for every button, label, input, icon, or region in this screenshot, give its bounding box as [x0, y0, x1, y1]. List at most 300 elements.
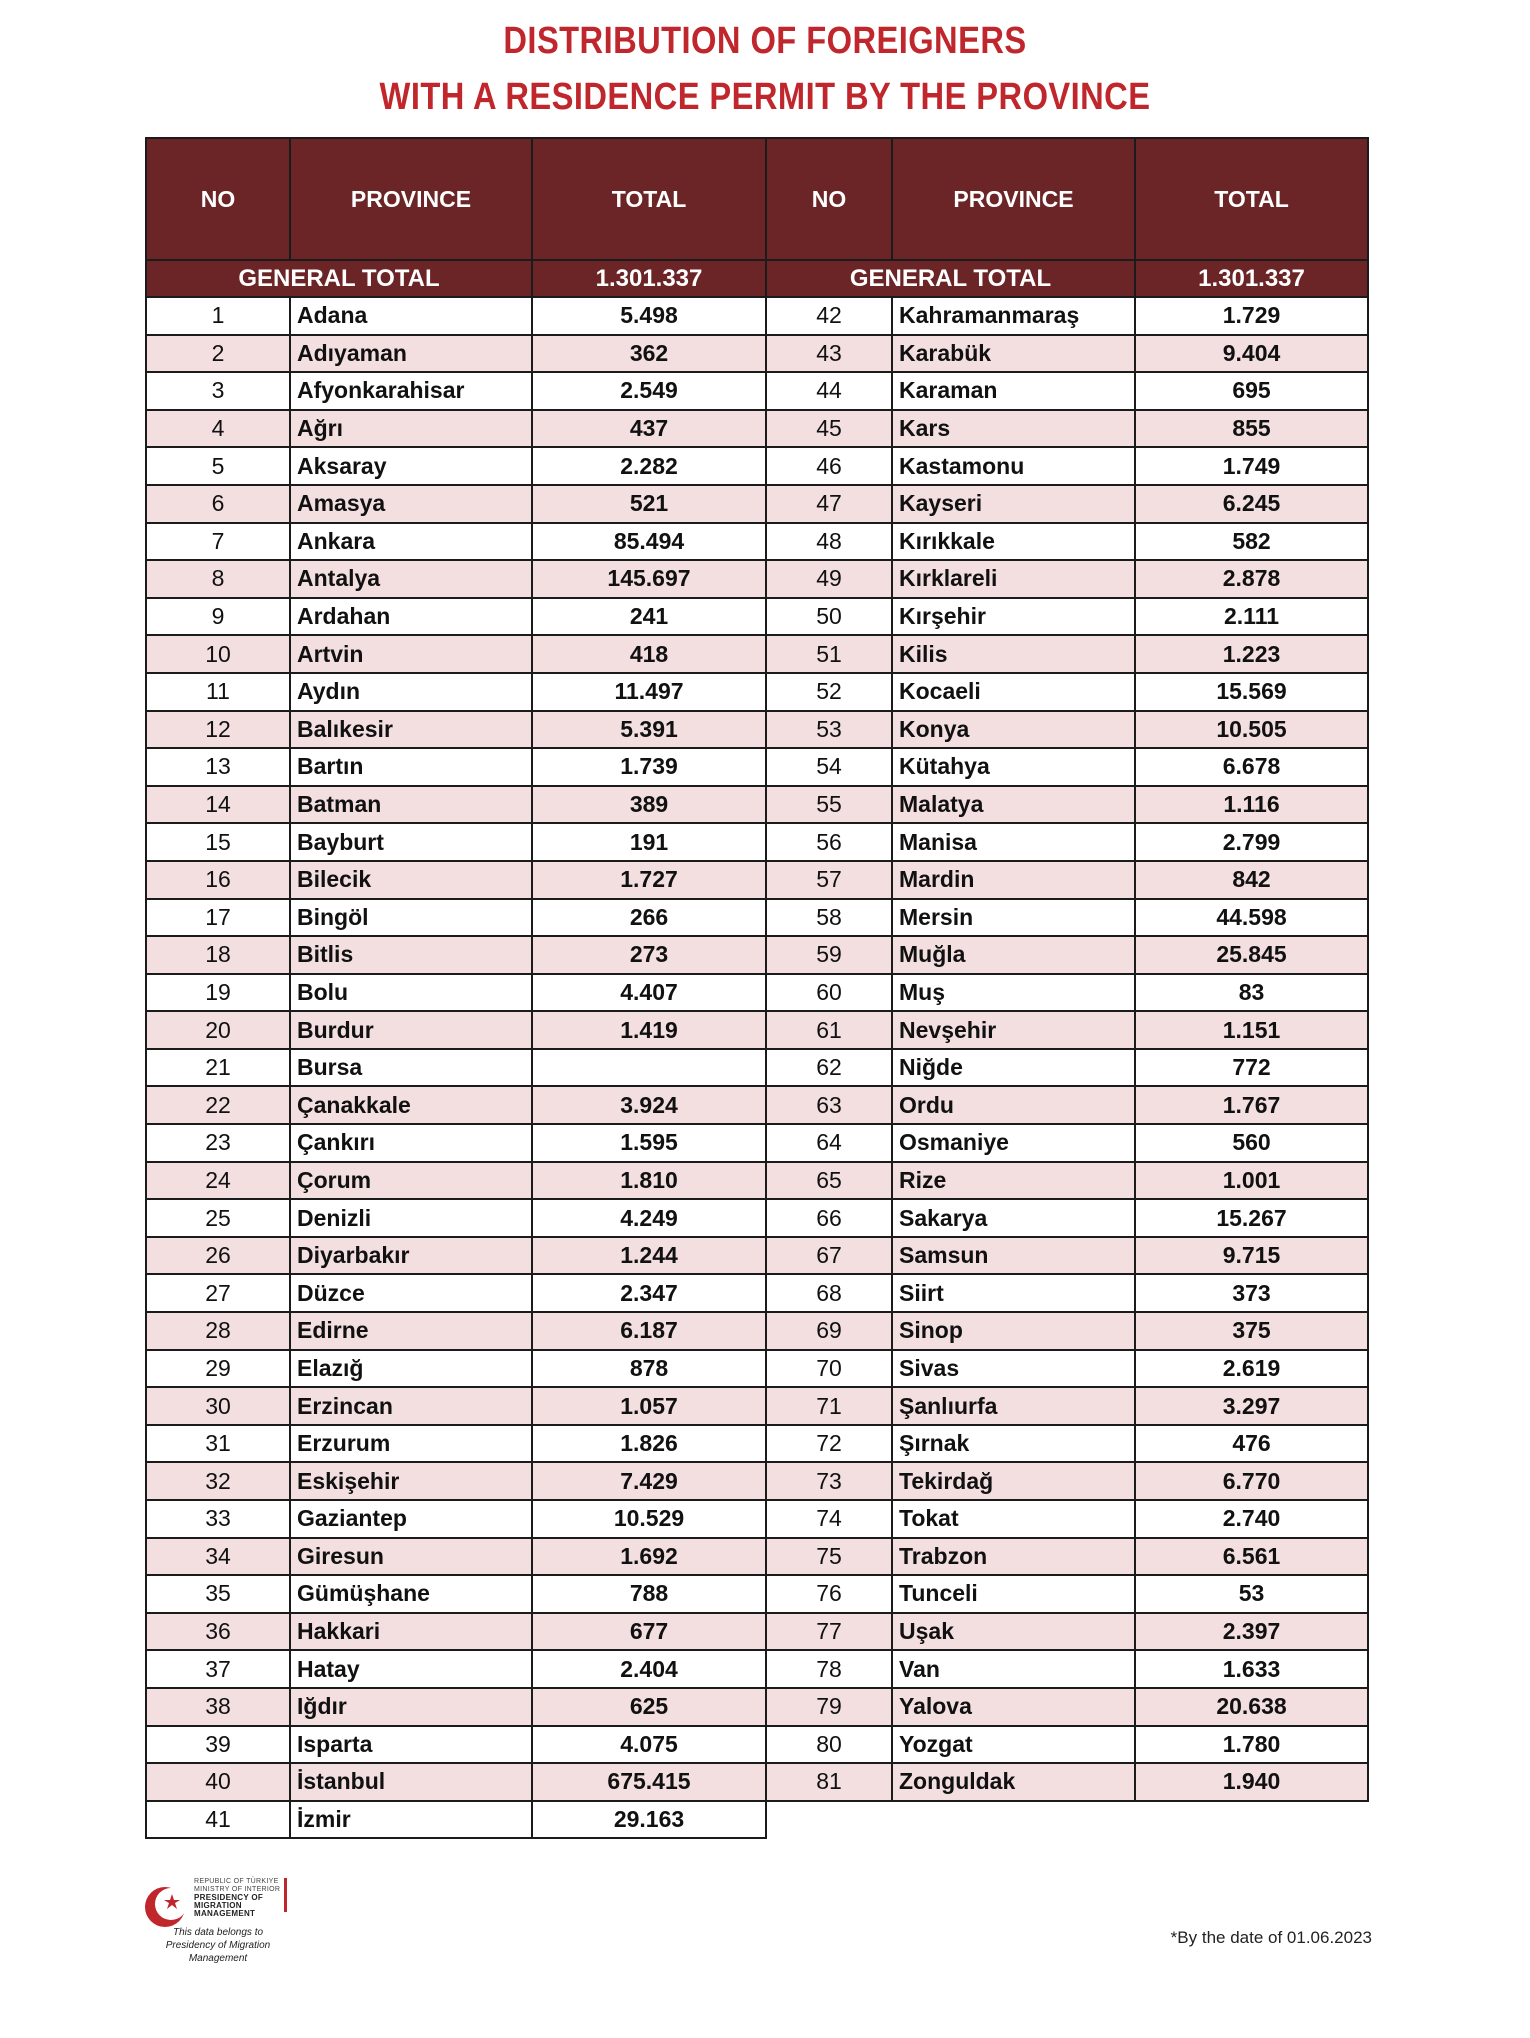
- row-province: Karaman: [892, 372, 1135, 410]
- row-no: 4: [146, 410, 290, 448]
- row-no: 49: [766, 560, 892, 598]
- row-no: 7: [146, 523, 290, 561]
- row-province: Yozgat: [892, 1726, 1135, 1764]
- row-province: Bilecik: [290, 861, 532, 899]
- table-row: [146, 1199, 766, 1237]
- table-row: [146, 1312, 766, 1350]
- table-row: [766, 1350, 1368, 1388]
- table-row: [146, 899, 766, 937]
- row-no: 61: [766, 1011, 892, 1049]
- row-no: 33: [146, 1500, 290, 1538]
- table-row: [766, 1688, 1368, 1726]
- row-total: 878: [532, 1350, 766, 1388]
- row-province: Hakkari: [290, 1613, 532, 1651]
- row-province: Ordu: [892, 1086, 1135, 1124]
- row-province: Isparta: [290, 1726, 532, 1764]
- row-total: 6.678: [1135, 748, 1368, 786]
- table-row: [146, 823, 766, 861]
- table-row: [146, 1162, 766, 1200]
- row-no: 16: [146, 861, 290, 899]
- row-total: 521: [532, 485, 766, 523]
- row-no: 39: [146, 1726, 290, 1764]
- row-province: Erzincan: [290, 1387, 532, 1425]
- row-total: 9.715: [1135, 1237, 1368, 1275]
- table-row: [146, 1462, 766, 1500]
- row-total: 437: [532, 410, 766, 448]
- row-total: 1.940: [1135, 1763, 1368, 1801]
- table-row: [766, 598, 1368, 636]
- row-province: Hatay: [290, 1650, 532, 1688]
- row-total: 2.799: [1135, 823, 1368, 861]
- row-no: 42: [766, 297, 892, 335]
- row-no: 62: [766, 1049, 892, 1087]
- table-row: [146, 974, 766, 1012]
- table-row: [766, 786, 1368, 824]
- row-province: Ardahan: [290, 598, 532, 636]
- table-row: [146, 673, 766, 711]
- row-total: 241: [532, 598, 766, 636]
- table-row: [766, 673, 1368, 711]
- row-no: 43: [766, 335, 892, 373]
- row-total: 1.633: [1135, 1650, 1368, 1688]
- table-row: [146, 485, 766, 523]
- row-no: 27: [146, 1274, 290, 1312]
- row-no: 63: [766, 1086, 892, 1124]
- row-total: 1.116: [1135, 786, 1368, 824]
- crescent-star-icon: [142, 1884, 188, 1930]
- row-no: 28: [146, 1312, 290, 1350]
- row-no: 22: [146, 1086, 290, 1124]
- row-province: Iğdır: [290, 1688, 532, 1726]
- row-province: Kahramanmaraş: [892, 297, 1135, 335]
- row-province: Çanakkale: [290, 1086, 532, 1124]
- row-no: 76: [766, 1575, 892, 1613]
- row-total: 1.749: [1135, 447, 1368, 485]
- row-no: 73: [766, 1462, 892, 1500]
- table-row: [766, 297, 1368, 335]
- row-total: 1.151: [1135, 1011, 1368, 1049]
- row-no: 48: [766, 523, 892, 561]
- row-no: 25: [146, 1199, 290, 1237]
- row-total: 11.497: [532, 673, 766, 711]
- logo-divider: [284, 1878, 287, 1912]
- row-no: 71: [766, 1387, 892, 1425]
- row-province: İstanbul: [290, 1763, 532, 1801]
- row-total: 5.498: [532, 297, 766, 335]
- logo-line-1: REPUBLIC OF TÜRKIYE: [194, 1878, 279, 1885]
- row-province: Çankırı: [290, 1124, 532, 1162]
- row-province: Bitlis: [290, 936, 532, 974]
- row-province: Bingöl: [290, 899, 532, 937]
- row-province: Mersin: [892, 899, 1135, 937]
- row-no: 69: [766, 1312, 892, 1350]
- row-no: 60: [766, 974, 892, 1012]
- table-row: [766, 1613, 1368, 1651]
- row-total: 842: [1135, 861, 1368, 899]
- row-province: Kocaeli: [892, 673, 1135, 711]
- row-total: 375: [1135, 1312, 1368, 1350]
- header-province: PROVINCE: [892, 138, 1135, 260]
- row-total: 1.810: [532, 1162, 766, 1200]
- row-province: Rize: [892, 1162, 1135, 1200]
- row-province: Kırıkkale: [892, 523, 1135, 561]
- table-row: [766, 1650, 1368, 1688]
- row-no: 34: [146, 1538, 290, 1576]
- table-row: [766, 1387, 1368, 1425]
- row-province: Diyarbakır: [290, 1237, 532, 1275]
- row-total: 29.163: [532, 1801, 766, 1839]
- row-province: Mardin: [892, 861, 1135, 899]
- date-footnote: *By the date of 01.06.2023: [1170, 1928, 1372, 1947]
- row-province: Balıkesir: [290, 711, 532, 749]
- row-province: Şırnak: [892, 1425, 1135, 1463]
- row-province: Giresun: [290, 1538, 532, 1576]
- row-total: 2.404: [532, 1650, 766, 1688]
- table-row: [766, 936, 1368, 974]
- table-row: [146, 560, 766, 598]
- table-row: [766, 560, 1368, 598]
- table-row: [146, 335, 766, 373]
- logo-line-2: MINISTRY OF INTERIOR: [194, 1886, 281, 1893]
- table-row: [146, 1086, 766, 1124]
- row-no: 53: [766, 711, 892, 749]
- row-province: İzmir: [290, 1801, 532, 1839]
- table-row: [766, 974, 1368, 1012]
- table-row: [766, 1237, 1368, 1275]
- row-province: Kayseri: [892, 485, 1135, 523]
- row-no: 57: [766, 861, 892, 899]
- table-row: [766, 485, 1368, 523]
- row-province: Bartın: [290, 748, 532, 786]
- page-title-line-1: DISTRIBUTION OF FOREIGNERS: [503, 20, 1027, 62]
- table-row: [146, 447, 766, 485]
- table-row: [766, 1011, 1368, 1049]
- row-total: 6.187: [532, 1312, 766, 1350]
- row-no: 74: [766, 1500, 892, 1538]
- row-no: 19: [146, 974, 290, 1012]
- row-province: Kütahya: [892, 748, 1135, 786]
- row-no: 64: [766, 1124, 892, 1162]
- row-total: 2.549: [532, 372, 766, 410]
- row-province: Adana: [290, 297, 532, 335]
- row-total: 625: [532, 1688, 766, 1726]
- table-row: [146, 1350, 766, 1388]
- table-row: [146, 1274, 766, 1312]
- row-province: Muş: [892, 974, 1135, 1012]
- row-province: Nevşehir: [892, 1011, 1135, 1049]
- row-total: 1.595: [532, 1124, 766, 1162]
- row-no: 46: [766, 447, 892, 485]
- row-no: 6: [146, 485, 290, 523]
- row-province: Manisa: [892, 823, 1135, 861]
- row-total: 4.075: [532, 1726, 766, 1764]
- row-total: 20.638: [1135, 1688, 1368, 1726]
- general-total-row: [766, 260, 1368, 297]
- row-total: 2.619: [1135, 1350, 1368, 1388]
- row-no: 40: [146, 1763, 290, 1801]
- row-total: 788: [532, 1575, 766, 1613]
- table-row: [146, 598, 766, 636]
- row-total: 25.845: [1135, 936, 1368, 974]
- row-province: Trabzon: [892, 1538, 1135, 1576]
- row-total: 9.404: [1135, 335, 1368, 373]
- row-province: Adıyaman: [290, 335, 532, 373]
- row-total: 15.569: [1135, 673, 1368, 711]
- table-row: [766, 1726, 1368, 1764]
- row-total: 675.415: [532, 1763, 766, 1801]
- table-row: [146, 1650, 766, 1688]
- row-total: 15.267: [1135, 1199, 1368, 1237]
- table-row: [146, 786, 766, 824]
- row-total: 6.245: [1135, 485, 1368, 523]
- row-total: 7.429: [532, 1462, 766, 1500]
- table-row: [146, 1763, 766, 1801]
- row-no: 68: [766, 1274, 892, 1312]
- row-total: 1.057: [532, 1387, 766, 1425]
- table-row: [146, 1425, 766, 1463]
- table-row: [146, 635, 766, 673]
- table-row: [146, 1124, 766, 1162]
- table-row: [766, 1199, 1368, 1237]
- row-province: Kastamonu: [892, 447, 1135, 485]
- logo-line-4: MIGRATION MANAGEMENT: [194, 1901, 256, 1918]
- row-province: Aydın: [290, 673, 532, 711]
- table-row: [146, 1011, 766, 1049]
- row-no: 67: [766, 1237, 892, 1275]
- row-no: 2: [146, 335, 290, 373]
- row-total: 44.598: [1135, 899, 1368, 937]
- row-total: 6.770: [1135, 1462, 1368, 1500]
- row-province: Sivas: [892, 1350, 1135, 1388]
- row-total: 191: [532, 823, 766, 861]
- general-total-label: GENERAL TOTAL: [146, 260, 532, 297]
- row-no: 18: [146, 936, 290, 974]
- row-province: Muğla: [892, 936, 1135, 974]
- table-row: [766, 410, 1368, 448]
- row-no: 17: [146, 899, 290, 937]
- row-province: Afyonkarahisar: [290, 372, 532, 410]
- row-province: Tunceli: [892, 1575, 1135, 1613]
- row-province: Kırklareli: [892, 560, 1135, 598]
- table-row: [146, 410, 766, 448]
- row-province: Aksaray: [290, 447, 532, 485]
- row-no: 41: [146, 1801, 290, 1839]
- table-row: [146, 1387, 766, 1425]
- table-row: [146, 748, 766, 786]
- row-no: 14: [146, 786, 290, 824]
- row-province: Edirne: [290, 1312, 532, 1350]
- row-province: Kars: [892, 410, 1135, 448]
- header-no: NO: [766, 138, 892, 260]
- row-no: 38: [146, 1688, 290, 1726]
- row-total: 10.529: [532, 1500, 766, 1538]
- table-row: [766, 899, 1368, 937]
- row-total: 389: [532, 786, 766, 824]
- table-row: [146, 372, 766, 410]
- row-total: 855: [1135, 410, 1368, 448]
- table-row: [766, 711, 1368, 749]
- row-province: Ağrı: [290, 410, 532, 448]
- row-no: 1: [146, 297, 290, 335]
- row-total: 476: [1135, 1425, 1368, 1463]
- row-total: 1.739: [532, 748, 766, 786]
- logo-line-3: PRESIDENCY OF: [194, 1893, 264, 1902]
- row-no: 79: [766, 1688, 892, 1726]
- row-total: 1.780: [1135, 1726, 1368, 1764]
- row-total: 266: [532, 899, 766, 937]
- table-row: [766, 1763, 1368, 1801]
- general-total-value: 1.301.337: [532, 260, 766, 297]
- row-province: Yalova: [892, 1688, 1135, 1726]
- migration-management-logo: [138, 1878, 298, 1964]
- row-province: Artvin: [290, 635, 532, 673]
- row-no: 20: [146, 1011, 290, 1049]
- row-total: [532, 1049, 766, 1087]
- row-province: Kırşehir: [892, 598, 1135, 636]
- row-total: 373: [1135, 1274, 1368, 1312]
- row-no: 75: [766, 1538, 892, 1576]
- row-province: Sakarya: [892, 1199, 1135, 1237]
- table-row: [766, 335, 1368, 373]
- row-province: Elazığ: [290, 1350, 532, 1388]
- table-row: [766, 372, 1368, 410]
- table-row: [766, 1274, 1368, 1312]
- row-total: 1.692: [532, 1538, 766, 1576]
- general-total-row: [146, 260, 766, 297]
- row-total: 362: [532, 335, 766, 373]
- row-province: Gümüşhane: [290, 1575, 532, 1613]
- province-table-right: [765, 137, 1369, 1802]
- row-total: 1.001: [1135, 1162, 1368, 1200]
- row-no: 45: [766, 410, 892, 448]
- row-total: 1.826: [532, 1425, 766, 1463]
- table-row: [146, 1500, 766, 1538]
- header-total: TOTAL: [1135, 138, 1368, 260]
- row-total: 2.397: [1135, 1613, 1368, 1651]
- row-no: 12: [146, 711, 290, 749]
- row-province: Amasya: [290, 485, 532, 523]
- row-province: Eskişehir: [290, 1462, 532, 1500]
- row-no: 50: [766, 598, 892, 636]
- row-no: 72: [766, 1425, 892, 1463]
- row-no: 81: [766, 1763, 892, 1801]
- row-no: 51: [766, 635, 892, 673]
- row-total: 2.111: [1135, 598, 1368, 636]
- row-province: Osmaniye: [892, 1124, 1135, 1162]
- row-total: 53: [1135, 1575, 1368, 1613]
- row-total: 3.924: [532, 1086, 766, 1124]
- row-province: Karabük: [892, 335, 1135, 373]
- page-title-line-2: WITH A RESIDENCE PERMIT BY THE PROVINCE: [379, 76, 1151, 118]
- row-total: 5.391: [532, 711, 766, 749]
- table-row: [766, 1500, 1368, 1538]
- row-province: Malatya: [892, 786, 1135, 824]
- row-province: Antalya: [290, 560, 532, 598]
- table-row: [146, 1801, 766, 1839]
- row-no: 55: [766, 786, 892, 824]
- row-no: 13: [146, 748, 290, 786]
- table-row: [766, 1086, 1368, 1124]
- table-row: [766, 861, 1368, 899]
- table-row: [146, 1726, 766, 1764]
- table-row: [146, 1237, 766, 1275]
- logo-org-text: [194, 1878, 298, 1918]
- row-province: Düzce: [290, 1274, 532, 1312]
- table-row: [146, 1538, 766, 1576]
- row-no: 52: [766, 673, 892, 711]
- row-no: 35: [146, 1575, 290, 1613]
- row-total: 1.223: [1135, 635, 1368, 673]
- table-row: [766, 1425, 1368, 1463]
- row-total: 418: [532, 635, 766, 673]
- table-row: [146, 1613, 766, 1651]
- row-no: 80: [766, 1726, 892, 1764]
- row-total: 2.282: [532, 447, 766, 485]
- row-province: Kilis: [892, 635, 1135, 673]
- row-province: Bursa: [290, 1049, 532, 1087]
- table-row: [146, 936, 766, 974]
- row-no: 9: [146, 598, 290, 636]
- table-row: [146, 861, 766, 899]
- row-no: 36: [146, 1613, 290, 1651]
- table-row: [766, 823, 1368, 861]
- row-no: 37: [146, 1650, 290, 1688]
- row-total: 83: [1135, 974, 1368, 1012]
- row-total: 2.740: [1135, 1500, 1368, 1538]
- row-no: 56: [766, 823, 892, 861]
- row-total: 273: [532, 936, 766, 974]
- logo-note-line-1: This data belongs to: [172, 1927, 264, 1938]
- row-province: Çorum: [290, 1162, 532, 1200]
- row-province: Şanlıurfa: [892, 1387, 1135, 1425]
- table-row: [766, 635, 1368, 673]
- table-row: [766, 1462, 1368, 1500]
- row-total: 2.347: [532, 1274, 766, 1312]
- row-no: 24: [146, 1162, 290, 1200]
- row-total: 6.561: [1135, 1538, 1368, 1576]
- row-no: 26: [146, 1237, 290, 1275]
- row-no: 30: [146, 1387, 290, 1425]
- row-total: 560: [1135, 1124, 1368, 1162]
- row-province: Batman: [290, 786, 532, 824]
- row-no: 10: [146, 635, 290, 673]
- table-row: [146, 523, 766, 561]
- row-no: 59: [766, 936, 892, 974]
- row-province: Siirt: [892, 1274, 1135, 1312]
- table-row: [766, 1162, 1368, 1200]
- header-total: TOTAL: [532, 138, 766, 260]
- row-province: Ankara: [290, 523, 532, 561]
- row-total: 695: [1135, 372, 1368, 410]
- general-total-value: 1.301.337: [1135, 260, 1368, 297]
- row-province: Sinop: [892, 1312, 1135, 1350]
- row-no: 11: [146, 673, 290, 711]
- table-row: [146, 1049, 766, 1087]
- row-total: 582: [1135, 523, 1368, 561]
- table-row: [766, 1124, 1368, 1162]
- header-no: NO: [146, 138, 290, 260]
- table-row: [146, 1575, 766, 1613]
- row-total: 4.407: [532, 974, 766, 1012]
- row-no: 77: [766, 1613, 892, 1651]
- table-row: [766, 523, 1368, 561]
- row-province: Van: [892, 1650, 1135, 1688]
- row-no: 66: [766, 1199, 892, 1237]
- table-row: [766, 1538, 1368, 1576]
- row-no: 23: [146, 1124, 290, 1162]
- table-row: [766, 447, 1368, 485]
- row-province: Uşak: [892, 1613, 1135, 1651]
